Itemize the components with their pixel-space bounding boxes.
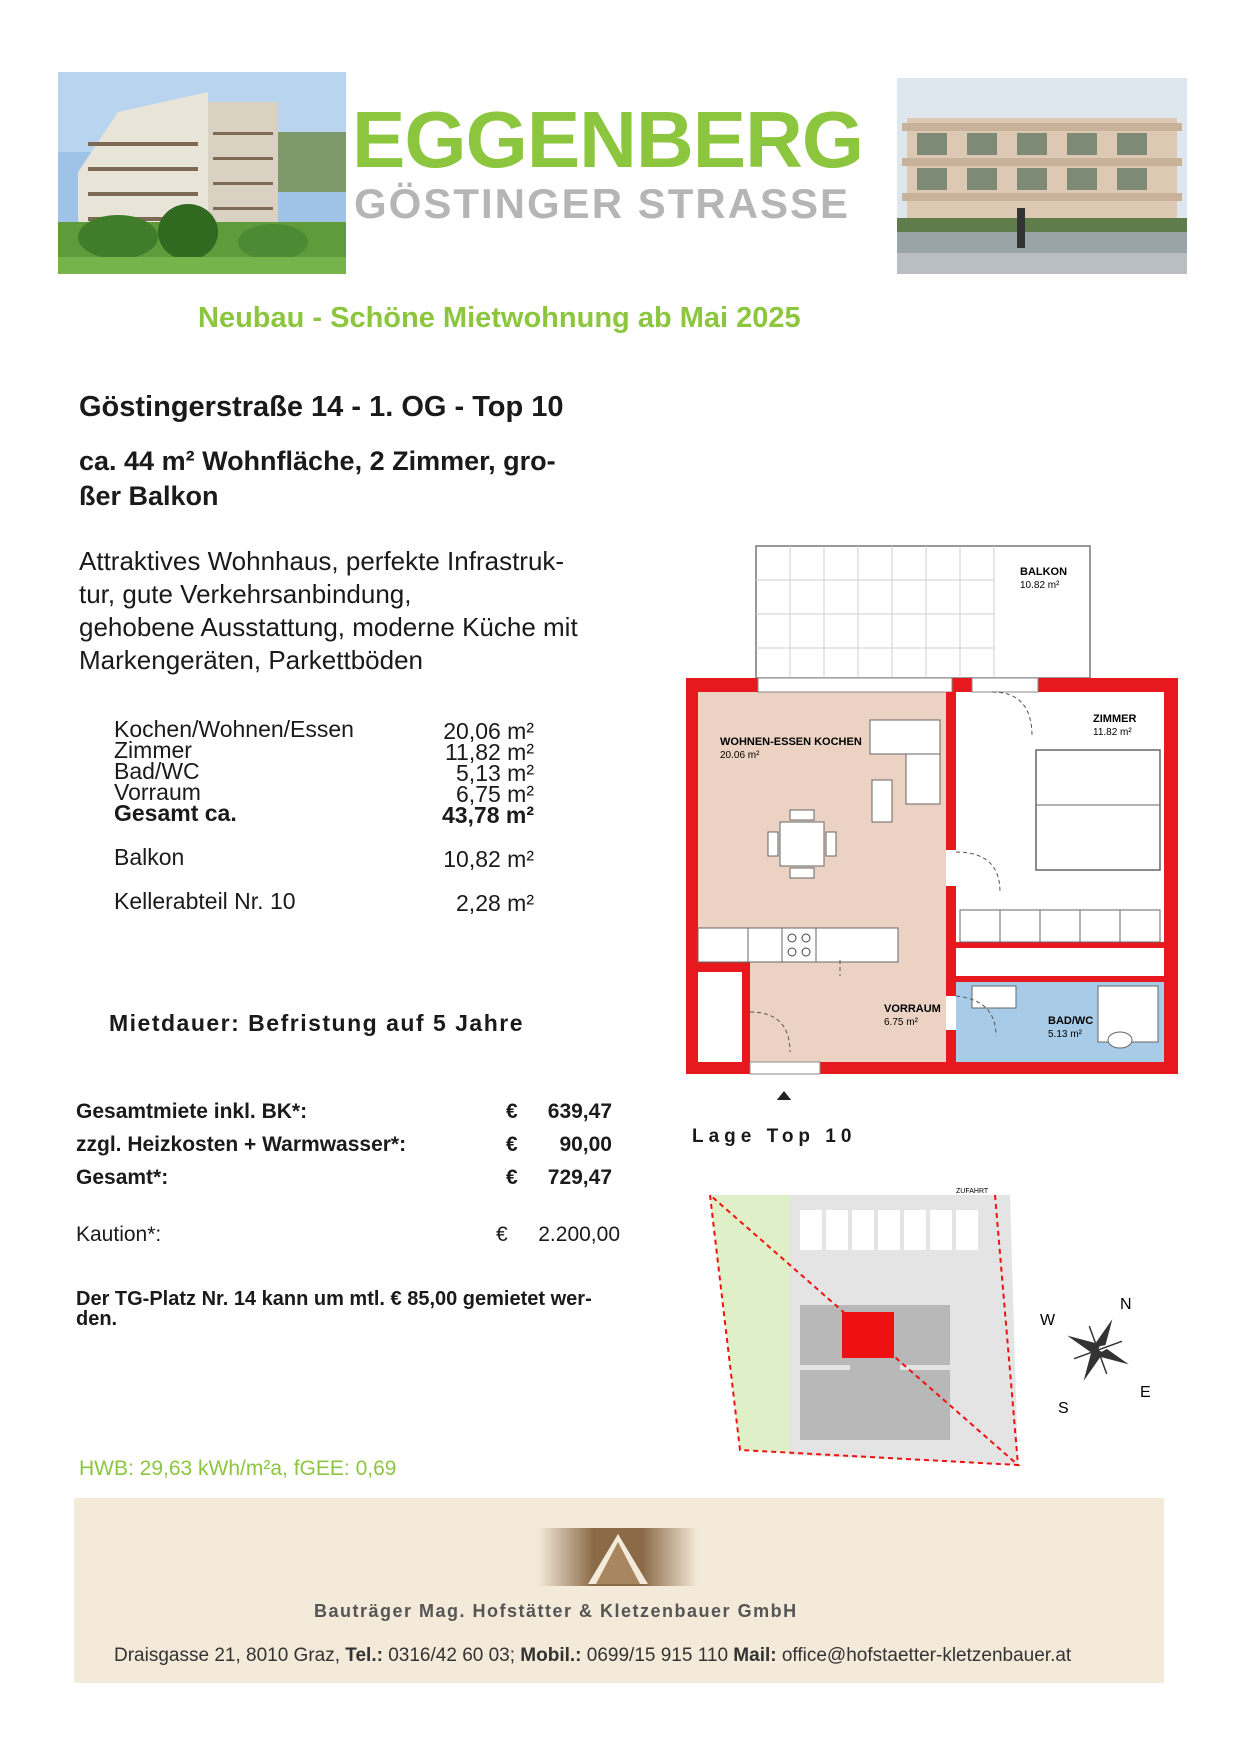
description-line: Markengeräten, Parkettböden — [79, 645, 423, 675]
mobil-label: Mobil.: — [520, 1645, 582, 1666]
zimmer-area: 11.82 m² — [1093, 727, 1132, 738]
compass-e: E — [1140, 1384, 1151, 1401]
zimmer-label: ZIMMER — [1093, 713, 1137, 725]
building-photo-right — [897, 78, 1187, 274]
cost-currency: € — [506, 1133, 518, 1156]
cost-currency: € — [506, 1100, 518, 1123]
contact-address: Draisgasse 21, 8010 Graz, — [114, 1645, 346, 1666]
area-label: Zimmer — [114, 737, 192, 763]
description — [79, 545, 679, 677]
tel-label: Tel.: — [345, 1645, 383, 1666]
parking-note — [76, 1289, 696, 1329]
brand-subtitle: GÖSTINGER STRASSE — [354, 180, 851, 227]
cost-label: Gesamt*: — [76, 1166, 169, 1189]
building-photo-left — [58, 72, 346, 274]
area-value: 6,75 m² — [456, 781, 534, 807]
cost-value: 729,47 — [547, 1166, 612, 1189]
mobil-number[interactable]: 0699/15 915 110 — [581, 1645, 734, 1666]
deposit-label: Kaution*: — [76, 1223, 162, 1246]
balkon-area: 10.82 m² — [1020, 580, 1060, 591]
contact-line — [114, 1645, 1071, 1667]
summary-line-1: ca. 44 m² Wohnfläche, 2 Zimmer, gro- — [79, 446, 556, 476]
area-label: Bad/WC — [114, 758, 200, 784]
compass-icon — [1053, 1305, 1143, 1395]
area-label: Balkon — [114, 844, 185, 870]
floor-plan — [680, 540, 1180, 1100]
description-line: gehobene Ausstattung, moderne Küche mit — [79, 612, 578, 642]
compass-s: S — [1058, 1400, 1069, 1417]
mail-label: Mail: — [733, 1645, 777, 1666]
bad-area: 5.13 m² — [1048, 1029, 1082, 1040]
area-label: Kochen/Wohnen/Essen — [114, 716, 354, 742]
area-value: 11,82 m² — [444, 739, 534, 765]
deposit-row — [76, 1223, 620, 1249]
deposit-currency: € — [496, 1223, 508, 1246]
vorraum-label: VORRAUM — [884, 1003, 941, 1015]
cost-currency: € — [506, 1166, 518, 1189]
headline: Neubau - Schöne Mietwohnung ab Mai 2025 — [198, 302, 801, 334]
top-10-marker — [842, 1312, 894, 1358]
compass-w: W — [1040, 1312, 1056, 1329]
wohnen-label: WOHNEN-ESSEN KOCHEN — [720, 736, 862, 748]
summary-line-2: ßer Balkon — [79, 481, 219, 511]
footer — [74, 1498, 1164, 1683]
address-title: Göstingerstraße 14 - 1. OG - Top 10 — [79, 391, 564, 423]
lease-duration: Mietdauer: Befristung auf 5 Jahre — [109, 1010, 525, 1036]
area-label: Gesamt ca. — [114, 800, 237, 826]
vorraum-area: 6.75 m² — [884, 1017, 918, 1028]
area-value: 20,06 m² — [443, 718, 534, 744]
cost-label: zzgl. Heizkosten + Warmwasser*: — [76, 1133, 407, 1156]
cost-value: 639,47 — [547, 1100, 612, 1123]
area-label: Vorraum — [114, 779, 201, 805]
cost-value: 90,00 — [559, 1133, 612, 1156]
bad-label: BAD/WC — [1048, 1015, 1094, 1027]
area-value: 5,13 m² — [456, 760, 534, 786]
entrance-label: ZUFAHRT — [956, 1188, 989, 1195]
area-row — [114, 888, 534, 916]
mail-address[interactable]: office@hofstaetter-kletzenbauer.at — [776, 1645, 1072, 1666]
cost-row — [76, 1133, 612, 1159]
area-label: Kellerabteil Nr. 10 — [114, 888, 296, 914]
cost-row — [76, 1100, 612, 1126]
parking-line: den. — [76, 1308, 118, 1330]
area-row — [114, 844, 534, 872]
site-plan-title: Lage Top 10 — [692, 1126, 857, 1147]
brand-title: EGGENBERG — [352, 95, 864, 184]
company-logo — [538, 1528, 698, 1586]
area-value: 43,78 m² — [441, 802, 534, 828]
parking-line: Der TG-Platz Nr. 14 kann um mtl. € 85,00 gemietet wer- — [76, 1288, 592, 1310]
company-name: Bauträger Mag. Hofstätter & Kletzenbauer GmbH — [314, 1601, 798, 1621]
deposit-value: 2.200,00 — [538, 1223, 620, 1246]
site-plan — [700, 1185, 1200, 1475]
energy-info: HWB: 29,63 kWh/m²a, fGEE: 0,69 — [79, 1457, 397, 1480]
area-row-total — [114, 800, 534, 828]
cost-label: Gesamtmiete inkl. BK*: — [76, 1100, 308, 1123]
description-line: Attraktives Wohnhaus, perfekte Infrastruk- — [79, 546, 565, 576]
wohnen-area: 20.06 m² — [720, 750, 760, 761]
compass-n: N — [1120, 1296, 1132, 1313]
area-value: 10,82 m² — [443, 846, 534, 872]
tel-number[interactable]: 0316/42 60 03; — [382, 1645, 521, 1666]
balkon-label: BALKON — [1020, 566, 1068, 578]
cost-row — [76, 1166, 612, 1192]
area-value: 2,28 m² — [456, 890, 534, 916]
description-line: tur, gute Verkehrsanbindung, — [79, 579, 412, 609]
